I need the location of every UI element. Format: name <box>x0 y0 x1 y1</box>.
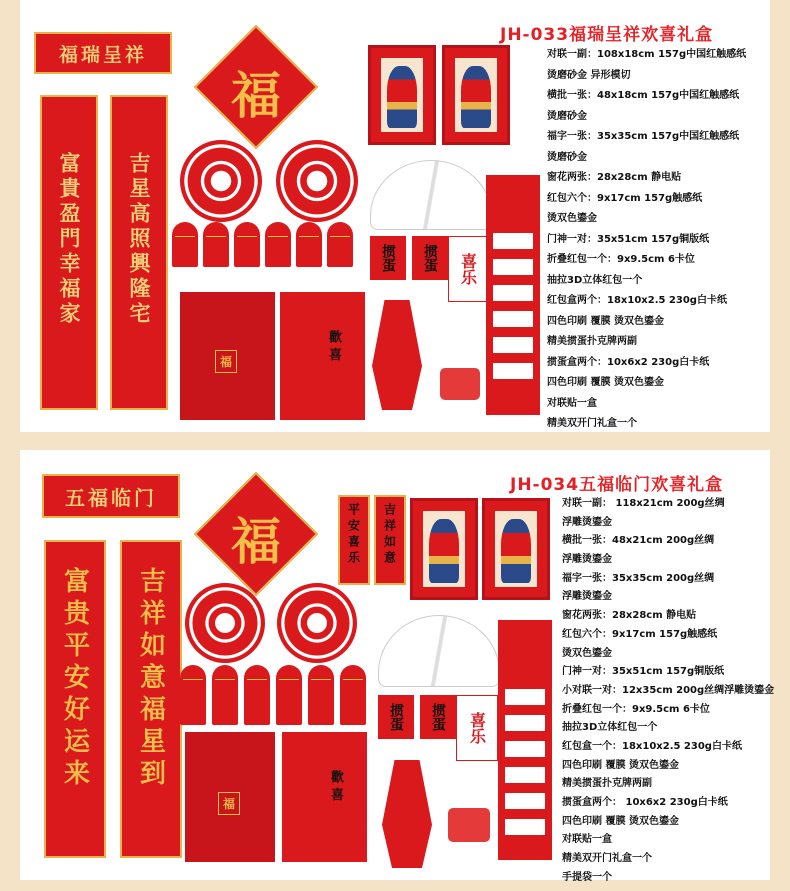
couplet-right-text: 吉祥如意福星到 <box>135 567 166 791</box>
banknote-slot <box>492 310 534 328</box>
red-envelope <box>340 665 366 725</box>
spec-line: 小对联一对：12x35cm 200g丝绸浮雕烫鎏金 <box>562 684 775 696</box>
spec-line: 红包六个：9x17cm 157g触感纸 <box>547 192 703 204</box>
spec-line: 对联贴一盒 <box>562 834 612 846</box>
banknote-slot <box>504 688 546 706</box>
card-tray <box>440 368 480 400</box>
red-envelope <box>172 222 198 267</box>
red-envelope <box>265 222 291 267</box>
playing-cards-fan <box>378 615 500 687</box>
door-god-left <box>410 498 478 600</box>
product-panel-jh033 <box>20 0 770 432</box>
banknote-slot <box>492 362 534 380</box>
product-title: JH-034五福临门欢喜礼盒 <box>510 475 724 495</box>
card-box: 掼蛋 <box>412 236 448 280</box>
couplet-left-text: 富貴盈門幸福家 <box>57 152 82 327</box>
spec-line: 精美掼蛋扑克牌两副 <box>547 336 637 347</box>
spec-line: 浮雕烫鎏金 <box>562 554 612 566</box>
spec-line: 烫磨砂金 异形模切 <box>547 69 631 81</box>
door-god-right <box>482 498 550 600</box>
small-couplet-left <box>338 495 370 585</box>
card-box: 掼蛋 <box>378 695 414 739</box>
spec-line: 精美双开门礼盒一个 <box>547 418 637 429</box>
spec-list <box>562 495 774 887</box>
door-god-left <box>368 45 436 145</box>
spec-line: 对联一副：108x18cm 157g中国红触感纸 <box>547 49 747 60</box>
banknote-slot <box>492 336 534 354</box>
banknote-slot <box>492 284 534 302</box>
red-envelope <box>180 665 206 725</box>
tote-bag-label: 歡 喜 <box>326 330 341 361</box>
red-envelope <box>327 222 353 267</box>
spec-line: 四色印刷 覆膜 烫双色鎏金 <box>547 315 664 327</box>
red-envelope <box>234 222 260 267</box>
spec-line: 掼蛋盒两个： 10x6x2 230g白卡纸 <box>562 797 728 808</box>
spec-line: 窗花两张：28x28cm 静电贴 <box>547 172 682 183</box>
red-envelope <box>203 222 229 267</box>
small-couplet-right-text: 吉祥如意 <box>382 503 397 567</box>
spec-line: 烫双色鎏金 <box>547 213 597 224</box>
spec-line: 烫双色鎏金 <box>562 647 612 659</box>
3d-pop-up-envelope <box>382 760 432 868</box>
spec-line: 折叠红包一个：9x9.5cm 6卡位 <box>547 254 695 265</box>
spec-line: 门神一对：35x51cm 157g铜版纸 <box>562 666 725 678</box>
horizontal-banner: 福瑞呈祥 <box>34 32 172 74</box>
spec-line: 横批一张：48x18cm 157g中国红触感纸 <box>547 90 740 101</box>
spec-line: 红包六个：9x17cm 157g触感纸 <box>562 628 718 640</box>
paper-cut-window-right <box>277 583 357 663</box>
couplet-right <box>120 540 182 858</box>
tote-bag-label: 歡 喜 <box>328 770 343 801</box>
spec-line: 横批一张：48x21cm 200g丝绸 <box>562 535 715 547</box>
card-tray <box>448 808 490 842</box>
card-box: 掼蛋 <box>370 236 406 280</box>
spec-line: 门神一对：35x51cm 157g铜版纸 <box>547 233 710 245</box>
small-couplet-right <box>374 495 406 585</box>
fu-character: 福 <box>231 66 281 125</box>
spec-line: 对联一副： 118x21cm 200g丝绸 <box>562 498 725 509</box>
couplet-left-text: 富贵平安好运来 <box>59 567 90 791</box>
paper-cut-window-left <box>185 583 265 663</box>
paper-cut-window-right <box>276 140 358 222</box>
couplet-left <box>40 95 98 410</box>
spec-line: 浮雕烫鎏金 <box>562 516 612 528</box>
spec-line: 烫磨砂金 <box>547 110 587 122</box>
product-title: JH-033福瑞呈祥欢喜礼盒 <box>500 25 714 45</box>
fu-character: 福 <box>231 512 281 571</box>
spec-line: 折叠红包一个：9x9.5cm 6卡位 <box>562 703 710 715</box>
playing-cards-fan <box>370 160 492 230</box>
couplet-right-text: 吉星高照興隆宅 <box>127 152 152 327</box>
spec-line: 福字一张：35x35cm 200g丝绸 <box>562 572 715 584</box>
couplet-left <box>44 540 106 858</box>
spec-line: 四色印刷 覆膜 烫双色鎏金 <box>562 759 679 771</box>
gift-box-seal: 福 <box>215 350 237 373</box>
spec-line: 抽拉3D立体红包一个 <box>562 722 658 734</box>
spec-line: 精美双开门礼盒一个 <box>562 853 652 865</box>
red-envelope <box>276 665 302 725</box>
gift-box-seal: 福 <box>218 792 240 815</box>
spec-line: 对联贴一盒 <box>547 397 597 409</box>
red-envelope <box>308 665 334 725</box>
door-god-right <box>442 45 510 145</box>
product-panel-jh034 <box>20 450 775 883</box>
spec-line: 福字一张：35x35cm 157g中国红触感纸 <box>547 131 740 142</box>
card-box: 掼蛋 <box>420 695 456 739</box>
paper-cut-window-left <box>180 140 262 222</box>
couplet-right <box>110 95 168 410</box>
banknote-slot <box>504 766 546 784</box>
spec-line: 四色印刷 覆膜 烫双色鎏金 <box>562 815 679 827</box>
banknote-slot <box>492 258 534 276</box>
spec-line: 掼蛋盒两个：10x6x2 230g白卡纸 <box>547 356 710 368</box>
spec-list <box>547 45 746 435</box>
red-envelope <box>296 222 322 267</box>
banknote-slot <box>504 818 546 836</box>
banknote-slot <box>492 232 534 250</box>
horizontal-banner: 五福临门 <box>42 474 180 518</box>
spec-line: 四色印刷 覆膜 烫双色鎏金 <box>547 377 664 388</box>
spec-line: 烫磨砂金 <box>547 151 587 163</box>
spec-line: 红包盒两个：18x10x2.5 230g白卡纸 <box>547 295 727 306</box>
small-couplet-left-text: 平安喜乐 <box>346 503 361 567</box>
spec-line: 红包盒一个：18x10x2.5 230g白卡纸 <box>562 740 742 752</box>
banknote-slot <box>504 740 546 758</box>
card-box-large: 喜乐 <box>448 236 488 302</box>
3d-pop-up-envelope <box>372 300 422 410</box>
banknote-slot <box>504 714 546 732</box>
red-envelope <box>212 665 238 725</box>
spec-line: 窗花两张：28x28cm 静电贴 <box>562 610 697 622</box>
red-envelope <box>244 665 270 725</box>
spec-line: 浮雕烫鎏金 <box>562 591 612 603</box>
card-box-large: 喜乐 <box>456 695 498 761</box>
spec-line: 抽拉3D立体红包一个 <box>547 274 643 286</box>
spec-line: 手提袋一个 <box>562 871 612 883</box>
banknote-slot <box>504 792 546 810</box>
spec-line: 精美掼蛋扑克牌两副 <box>562 778 652 790</box>
